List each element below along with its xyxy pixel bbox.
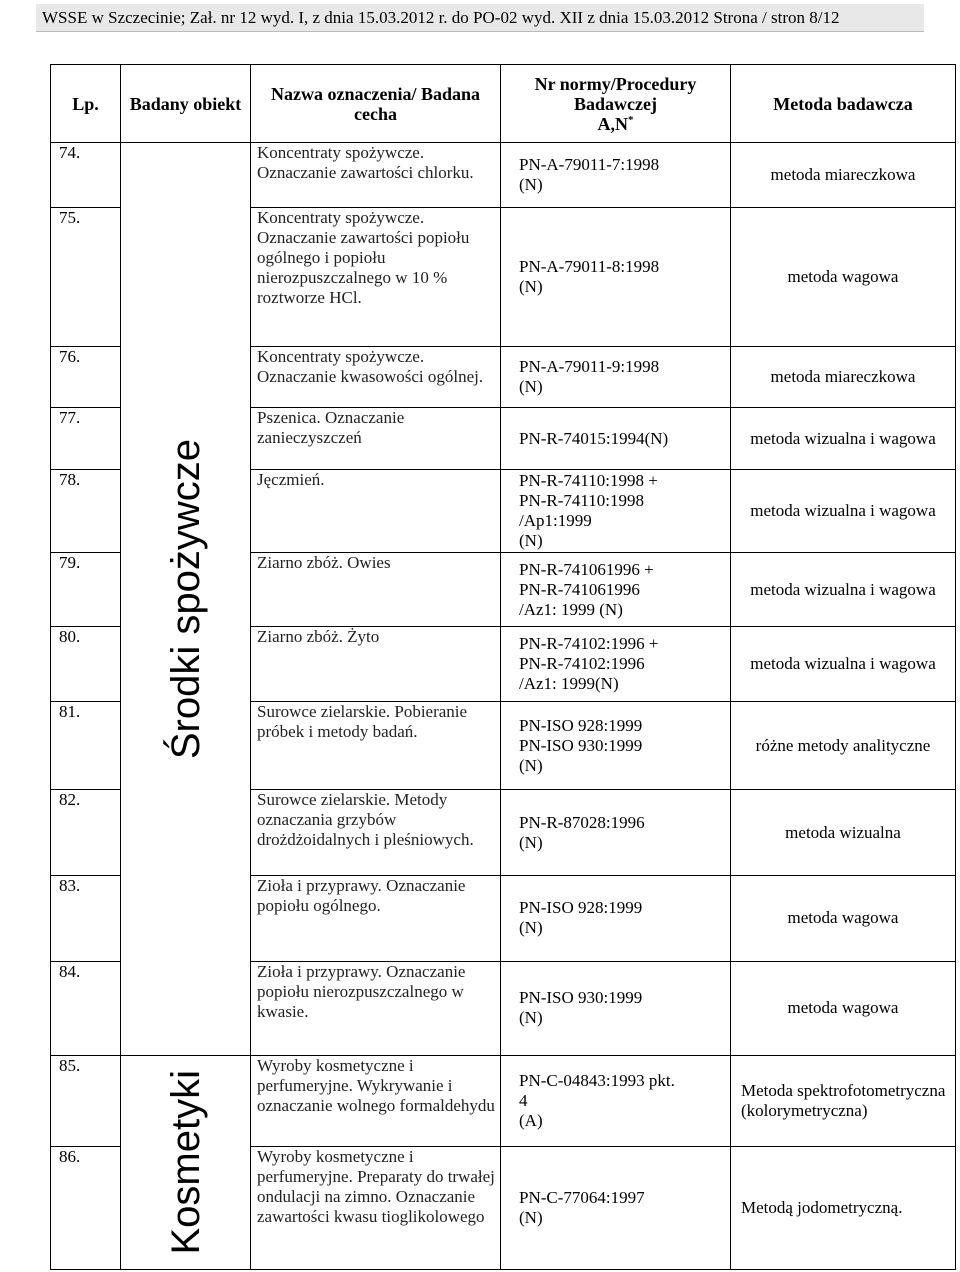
row-norma [501, 143, 731, 208]
row-lp: 79. [51, 553, 121, 627]
row-lp: 77. [51, 408, 121, 469]
norma-line: PN-ISO 930:1999 [519, 988, 643, 1008]
norma-line: PN-A-79011-9:1998 [519, 357, 660, 377]
table-row [51, 143, 956, 208]
norma-line: (N) [519, 1008, 543, 1028]
row-metoda: metoda miareczkowa [731, 143, 956, 208]
row-metoda: metoda wagowa [731, 961, 956, 1055]
norma-line: (N) [519, 832, 543, 852]
row-lp: 75. [51, 208, 121, 347]
row-cecha: Jęczmień. [251, 469, 501, 553]
row-norma [501, 1147, 731, 1270]
row-metoda: metoda wagowa [731, 875, 956, 961]
norma-line: PN-R-74015:1994(N) [519, 428, 669, 448]
table-row [51, 1055, 956, 1147]
row-metoda: metoda wizualna [731, 790, 956, 876]
row-cecha: Surowce zielarskie. Pobieranie próbek i metody badań. [251, 702, 501, 790]
norma-line: (N) [519, 377, 543, 397]
row-norma [501, 626, 731, 702]
norma-line: (N) [519, 531, 543, 550]
row-cecha: Wyroby kosmetyczne i perfumeryjne. Preparaty do trwałej ondulacji na zimno. Oznaczanie zawartości kwasu tioglikolowego [251, 1147, 501, 1270]
row-cecha: Wyroby kosmetyczne i perfumeryjne. Wykrywanie i oznaczanie wolnego formaldehydu [251, 1055, 501, 1147]
norma-line: (N) [519, 277, 543, 297]
header-metoda: Metoda badawcza [731, 65, 956, 143]
row-norma [501, 208, 731, 347]
row-lp: 81. [51, 702, 121, 790]
row-cecha: Ziarno zbóż. Żyto [251, 626, 501, 702]
norma-line: PN-R-74110:1998 [519, 491, 644, 510]
norma-line: (N) [519, 918, 543, 938]
row-norma [501, 702, 731, 790]
row-lp: 84. [51, 961, 121, 1055]
row-lp: 74. [51, 143, 121, 208]
row-lp: 78. [51, 469, 121, 553]
row-norma [501, 408, 731, 469]
group-label-food: Środki spożywcze [163, 438, 208, 759]
norma-line: /Ap1:1999 [519, 511, 592, 530]
norma-line: PN-R-74110:1998 + [519, 471, 658, 490]
row-cecha: Koncentraty spożywcze. Oznaczanie kwasowości ogólnej. [251, 347, 501, 408]
row-cecha: Koncentraty spożywcze. Oznaczanie zawartości popiołu ogólnego i popiołu nierozpuszczalnego w 10 % roztworze HCl. [251, 208, 501, 347]
row-norma [501, 469, 731, 553]
row-norma [501, 553, 731, 627]
row-lp: 86. [51, 1147, 121, 1270]
row-metoda: metoda wizualna i wagowa [731, 408, 956, 469]
norma-line: /Az1: 1999(N) [519, 674, 619, 694]
methods-table [50, 64, 956, 1270]
row-norma [501, 961, 731, 1055]
group-label-cell [121, 143, 251, 1056]
row-norma [501, 347, 731, 408]
row-metoda: metoda wizualna i wagowa [731, 553, 956, 627]
row-norma [501, 875, 731, 961]
row-metoda: metoda miareczkowa [731, 347, 956, 408]
row-metoda: metoda wizualna i wagowa [731, 626, 956, 702]
norma-line: PN-ISO 930:1999 [519, 735, 643, 755]
row-cecha: Zioła i przyprawy. Oznaczanie popiołu nierozpuszczalnego w kwasie. [251, 961, 501, 1055]
row-cecha: Ziarno zbóż. Owies [251, 553, 501, 627]
header-lp: Lp. [51, 65, 121, 143]
norma-line: (N) [519, 175, 543, 195]
row-cecha: Pszenica. Oznaczanie zanieczyszczeń [251, 408, 501, 469]
header-norma-text: Nr normy/Procedury Badawczej [534, 73, 697, 114]
header-norma-sup: * [628, 113, 634, 126]
table-header-row [51, 65, 956, 143]
page-header: WSSE w Szczecinie; Zał. nr 12 wyd. I, z dnia 15.03.2012 r. do PO-02 wyd. XII z dnia 15.03.2012 Strona / stron 8/12 [36, 4, 924, 32]
norma-line: PN-C-04843:1993 pkt. [519, 1071, 675, 1091]
row-metoda: różne metody analityczne [731, 702, 956, 790]
norma-line: (N) [519, 1208, 543, 1228]
norma-line: PN-R-74102:1996 [519, 654, 645, 674]
norma-line: PN-ISO 928:1999 [519, 715, 643, 735]
row-metoda: metoda wagowa [731, 208, 956, 347]
norma-line: 4 [519, 1091, 528, 1111]
row-lp: 83. [51, 875, 121, 961]
row-metoda: Metodą jodometryczną. [731, 1147, 956, 1270]
row-norma [501, 1055, 731, 1147]
norma-line: (N) [519, 755, 543, 775]
norma-line: PN-ISO 928:1999 [519, 898, 643, 918]
norma-line: PN-R-741061996 + [519, 559, 654, 579]
row-metoda: metoda wizualna i wagowa [731, 469, 956, 553]
header-nazwa: Nazwa oznaczenia/ Badana cecha [251, 65, 501, 143]
norma-line: PN-A-79011-7:1998 [519, 155, 660, 175]
header-norma [501, 65, 731, 143]
norma-line: PN-A-79011-8:1998 [519, 257, 660, 277]
group-label-cell [121, 1055, 251, 1269]
table-body [51, 143, 956, 1270]
group-label-cosmetics: Kosmetyki [163, 1070, 208, 1255]
row-cecha: Surowce zielarskie. Metody oznaczania grzybów drożdżoidalnych i pleśniowych. [251, 790, 501, 876]
row-cecha: Zioła i przyprawy. Oznaczanie popiołu ogólnego. [251, 875, 501, 961]
row-norma [501, 790, 731, 876]
norma-line: PN-R-741061996 [519, 579, 640, 599]
header-obiekt: Badany obiekt [121, 65, 251, 143]
norma-line: PN-C-77064:1997 [519, 1188, 645, 1208]
norma-line: PN-R-74102:1996 + [519, 634, 659, 654]
norma-line: (A) [519, 1111, 543, 1131]
row-lp: 82. [51, 790, 121, 876]
norma-line: /Az1: 1999 (N) [519, 599, 623, 619]
row-lp: 76. [51, 347, 121, 408]
row-lp: 85. [51, 1055, 121, 1147]
row-lp: 80. [51, 626, 121, 702]
row-cecha: Koncentraty spożywcze. Oznaczanie zawartości chlorku. [251, 143, 501, 208]
header-norma-an: A,N [597, 113, 628, 134]
norma-line: PN-R-87028:1996 [519, 812, 645, 832]
row-metoda: Metoda spektrofotometryczna (kolorymetryczna) [731, 1055, 956, 1147]
